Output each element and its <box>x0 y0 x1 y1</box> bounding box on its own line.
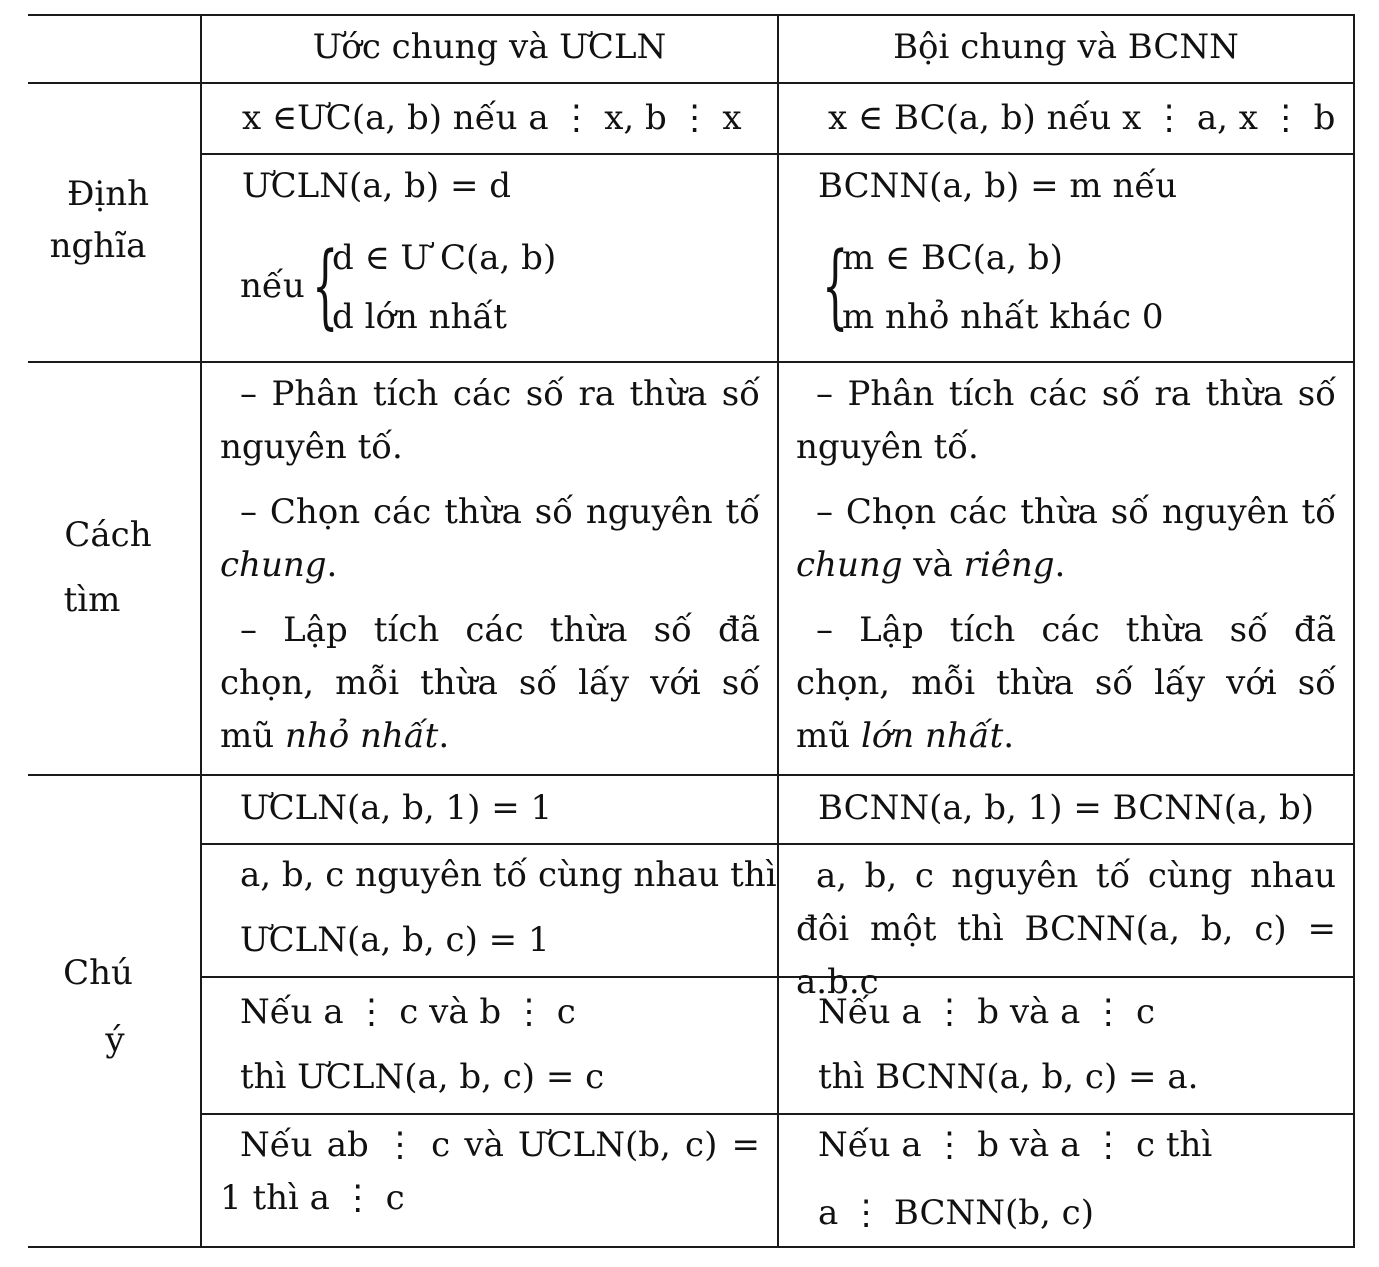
note-3-ucln-line-2: thì ƯCLN(a, b, c) = c <box>240 1057 605 1097</box>
rule-definition-bottom <box>28 361 1355 363</box>
bcnn-method-step-1: – Phân tích các số ra thừa số nguyên tố. <box>796 374 1336 467</box>
note-2-ucln-line-1: a, b, c nguyên tố cùng nhau thì <box>240 855 777 895</box>
ucln-method-step-1: – Phân tích các số ra thừa số nguyên tố. <box>220 374 760 467</box>
bcnn-method-step-2: – Chọn các thừa số nguyên tố chung và riêng. <box>796 492 1336 585</box>
note-2-bcnn-text: a, b, c nguyên tố cùng nhau đôi một thì BCNN(a, b, c) = a.b.c <box>796 856 1336 1002</box>
rule-col-label <box>200 14 202 1248</box>
ucln-condition-1: d ∈ Ư C(a, b) <box>332 238 557 278</box>
bcnn-step-2-emphasis-1: chung <box>796 545 903 585</box>
note-3-ucln-line-1: Nếu a ⋮ c và b ⋮ c <box>240 992 576 1032</box>
bcnn-condition-2: m nhỏ nhất khác 0 <box>842 297 1164 337</box>
bcnn-method <box>796 368 1336 763</box>
note-4-bcnn-line-1: Nếu a ⋮ b và a ⋮ c thì <box>818 1125 1213 1165</box>
ucln-method <box>220 368 760 763</box>
rule-right <box>1353 14 1355 1248</box>
bc-membership: x ∈ BC(a, b) nếu x ⋮ a, x ⋮ b <box>828 98 1336 138</box>
note-3-bcnn-line-2: thì BCNN(a, b, c) = a. <box>818 1057 1199 1097</box>
note-1-ucln: ƯCLN(a, b, 1) = 1 <box>240 788 553 828</box>
bcnn-step-3-emphasis: lớn nhất <box>860 716 1004 756</box>
row-label-definition-2: nghĩa <box>49 226 147 266</box>
ucln-step-2-emphasis: chung <box>220 545 327 585</box>
row-label-method-2: tìm <box>63 580 121 620</box>
note-4-bcnn-line-2: a ⋮ BCNN(b, c) <box>818 1193 1094 1233</box>
note-2-bcnn <box>796 850 1336 1009</box>
bcnn-step-2-emphasis-2: riêng <box>963 545 1055 585</box>
ucln-method-step-2: – Chọn các thừa số nguyên tố chung. <box>220 492 760 585</box>
note-4-ucln <box>220 1119 760 1225</box>
note-1-bcnn: BCNN(a, b, 1) = BCNN(a, b) <box>818 788 1314 828</box>
ucln-brace: { <box>312 232 339 339</box>
header-ucln: Ước chung và ƯCLN <box>312 27 667 67</box>
row-label-definition-1: Định <box>66 174 150 214</box>
row-label-method-1: Cách <box>64 515 152 555</box>
bcnn-method-step-3: – Lập tích các thừa số đã chọn, mỗi thừa số lấy với số mũ lớn nhất. <box>796 610 1336 756</box>
rule-top <box>28 14 1355 16</box>
rule-col-middle <box>777 14 779 1248</box>
ucln-step-3-emphasis: nhỏ nhất <box>284 716 439 756</box>
ucln-definition-neu: nếu <box>240 266 305 306</box>
ucln-method-step-3: – Lập tích các thừa số đã chọn, mỗi thừa số lấy với số mũ nhỏ nhất. <box>220 610 760 756</box>
rule-method-bottom <box>28 774 1355 776</box>
bcnn-definition-head: BCNN(a, b) = m nếu <box>818 166 1178 206</box>
uc-membership: x ∈ƯC(a, b) nếu a ⋮ x, b ⋮ x <box>242 98 742 138</box>
note-2-ucln-line-2: ƯCLN(a, b, c) = 1 <box>240 920 550 960</box>
rule-header-bottom <box>28 82 1355 84</box>
note-4-ucln-text: Nếu ab ⋮ c và ƯCLN(b, c) = 1 thì a ⋮ c <box>220 1125 760 1218</box>
row-label-notes-1: Chú <box>63 953 133 993</box>
header-bcnn: Bội chung và BCNN <box>893 27 1239 67</box>
bcnn-condition-1: m ∈ BC(a, b) <box>842 238 1063 278</box>
bcnn-brace: { <box>822 232 849 339</box>
row-label-notes-2: ý <box>105 1020 125 1060</box>
rule-bottom <box>28 1246 1355 1248</box>
ucln-definition-head: ƯCLN(a, b) = d <box>242 166 512 206</box>
note-3-bcnn-line-1: Nếu a ⋮ b và a ⋮ c <box>818 992 1156 1032</box>
ucln-condition-2: d lớn nhất <box>332 297 507 337</box>
